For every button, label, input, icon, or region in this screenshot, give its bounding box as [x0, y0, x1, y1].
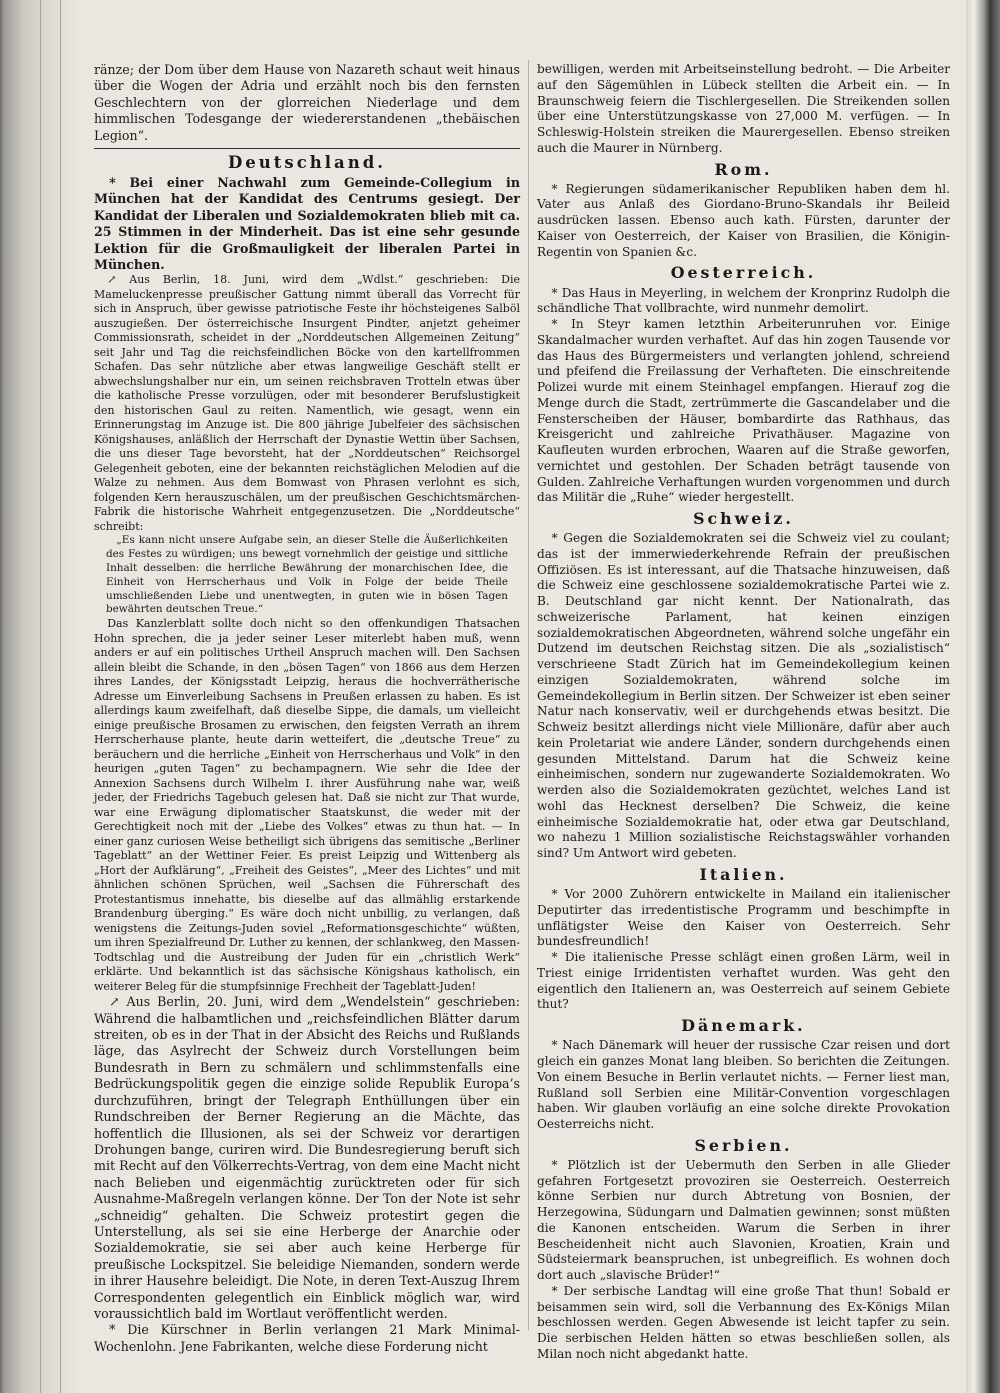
section-rule: [94, 148, 520, 149]
page-edge-shadow: [966, 0, 1000, 1393]
section-heading-schweiz: Schweiz.: [693, 509, 794, 529]
binding-edge-line: [40, 0, 41, 1393]
section-heading-serbien: Serbien.: [694, 1135, 793, 1155]
article-paragraph: * Bei einer Nachwahl zum Gemeinde-Collegium in München hat der Kandidat des Centrums gesiegt. Der Kandidat der Liberalen und Sozialdemokraten blieb mit ca. 25 Stimmen in der Minderheit. Das ist eine sehr gesunde Lektion für die Großmauligkeit der liberalen Partei in München.: [94, 175, 520, 273]
section-heading-oesterreich: Oesterreich.: [670, 263, 817, 283]
intro-text: bewilligen, werden mit Arbeitseinstellung bedroht. — Die Arbeiter auf den Sägemühlen in Lübeck stellten die Arbeit ein. — In Braunschweig feiern die Tischlergesellen. Die Streikenden sollen über eine Unterstützungskasse von 27,000 M. verfügen. — In Schleswig-Holstein streiken die Maurergesellen. Ebenso streiken auch die Maurer in Nürnberg.: [537, 62, 950, 155]
article-paragraph: * Vor 2000 Zuhörern entwickelte in Mailand ein italienischer Deputirter das irredentistische Programm und beschimpfte in unflätigster Weise den Kaiser von Oesterreich. Sehr bundesfreundlich!: [537, 887, 950, 949]
article-paragraph: * Gegen die Sozialdemokraten sei die Schweiz viel zu coulant; das ist der immerwiederkehrende Refrain der preußischen Offiziösen. Es ist interessant, auf die Thatsache hinzuweisen, daß die Schweiz eine geschlossene sozialdemokratische Partei wie z. B. Deutschland gar nicht kennt. Der Nationalrath, das schweizerische Parlament, hat keinen einzigen sozialdemokratischen Abgeordneten, während solche ungefähr ein Dutzend im deutschen Reichstag sitzen. Die als „sozialistisch“ verschrieene Stadt Zürich hat im Gemeindekollegium keinen einzigen Sozialdemokraten, während solche im Gemeindekollegium in Berlin sitzen. Der Schweizer ist eben seiner Natur nach konservativ, weil er durchgehends etwas besitzt. Die Schweiz besitzt allerdings nicht viele Millionäre, dafür aber auch kein Proletariat wie andere Länder, sondern durchgehends einen gesunden Mittelstand. Darum hat die Schweiz keine einheimischen, sondern nur zugewanderte Sozialdemokraten. Wo werden also die Sozialdemokraten gezüchtet, welches Land ist wohl das Hecknest derselben? Die Schweiz, die keine einheimische Sozialdemokratie hat, oder etwa gar Deutschland, wo nahezu 1 Million sozialistische Reichstagswähler vorhanden sind? Um Antwort wird gebeten.: [537, 531, 950, 861]
article-paragraph: Das Kanzlerblatt sollte doch nicht so den offenkundigen Thatsachen Hohn sprechen, die ja jeder seiner Leser miterlebt haben muß, wenn anders er auf ein politisches Urtheil Anspruch machen will. Den Sachsen allein bleibt die Schande, in den „bösen Tagen“ von 1866 aus dem Herzen ihres Landes, der Königsstadt Leipzig, heraus die hochverrätherische Adresse um Einverleibung Sachsens in Preußen erlassen zu haben. Es ist allerdings kaum zweifelhaft, daß dieselbe Sippe, die damals, um vielleicht einige preußische Brosamen zu erwischen, den feigsten Verrath an ihrem Herrscherhause plante, heute darin wetteifert, die „deutsche Treue“ zu beräuchern und die herrliche „Einheit von Herrscherhaus und Volk“ in den heurigen „guten Tagen“ zu bechampagnern. Wie sehr die Idee der Annexion Sachsens durch Wilhelm I. ihrer Ausführung nahe war, weiß jeder, der Friedrichs Tagebuch gelesen hat. Daß sie nicht zur That wurde, war eine Erwägung diplomatischer Staatskunst, die weder mit der Gerechtigkeit noch mit der „Liebe des Volkes“ etwas zu thun hat. — In einer ganz curiosen Weise betheiligt sich übrigens das semitische „Berliner Tageblatt“ an der Wettiner Feier. Es preist Leipzig und Wittenberg als „Hort der Aufklärung“, „Freiheit des Geistes“, „Meer des Lichtes“ und mit ähnlichen schönen Sprüchen, weil „Sachsen die Führerschaft des Protestantismus innehatte, bis dieselbe auf das allmählig erstarkende Brandenburg überging.“ Es wäre doch nicht unbillig, zu verlangen, daß wenigstens die Zeitungs-Juden soviel „Reformationsgeschichte“ wüßten, um ihren Spezialfreund Dr. Luther zu kennen, der schlankweg, den Massen-Todtschlag und die Austreibung der Juden für ein „christlich Werk“ erklärte. Und bekanntlich ist das sächsische Königshaus katholisch, ein weiterer Beleg für die stumpfsinnige Frechheit der Tageblatt-Juden!: [94, 617, 520, 993]
article-quote: „Es kann nicht unsere Aufgabe sein, an dieser Stelle die Äußerlichkeiten des Festes zu würdigen; uns bewegt vornehmlich der geistige und sittliche Inhalt desselben: die herrliche Bewährung der monarchischen Idee, die Einheit von Herrscherhaus und Volk in Folge der beide Theile umschließenden Liebe und unentwegten, in guten wie in bösen Tagen bewährten deutschen Treue.“: [106, 534, 508, 616]
section-heading-rom: Rom.: [714, 159, 773, 179]
column-gutter-rule: [528, 60, 529, 1330]
article-paragraph: * Nach Dänemark will heuer der russische Czar reisen und dort gleich ein ganzes Monat lang bleiben. So berichten die Zeitungen. Von einem Besuche in Berlin verlautet nichts. — Ferner liest man, Rußland soll Serbien eine Militär-Convention vorgeschlagen haben. Wir glauben vorläufig an eine solche direkte Provokation Oesterreichs nicht.: [537, 1038, 950, 1132]
section-heading-italien: Italien.: [699, 864, 788, 884]
left-column: [94, 62, 520, 1355]
article-paragraph: * Die Kürschner in Berlin verlangen 21 Mark Minimal-Wochenlohn. Jene Fabrikanten, welche diese Forderung nicht: [94, 1322, 520, 1354]
article-paragraph: * Regierungen südamerikanischer Republiken haben dem hl. Vater aus Anlaß des Giordano-Bruno-Skandals ihr Beileid ausdrücken lassen. Ebenso auch kath. Fürsten, darunter der Kaiser von Oesterreich, der Kaiser von Brasilien, die Königin-Regentin von Spanien &c.: [537, 181, 950, 259]
article-paragraph: ↗ Aus Berlin, 18. Juni, wird dem „Wdlst.“ geschrieben: Die Mameluckenpresse preußischer Gattung nimmt überall das Vorrecht für sich in Anspruch, über gewisse patriotische Feste ihr höchsteigenes Salböl auszugießen. Der österreichische Insurgent Pindter, anjetzt geheimer Commissionsrath, scheidet in der „Norddeutschen Allgemeinen Zeitung“ seit Jahr und Tag die reichsfeindlichen Böcke von den kartellfrommen Schafen. Das sehr nützliche aber etwas langweilige Geschäft stellt er abwechslungshalber nur ein, um seinen reichsbraven Trotteln etwas über die katholische Presse vorzulügen, oder mit besonderer Berufslustigkeit den historischen Gaul zu reiten. Namentlich, wie gesagt, wenn ein Erinnerungstag im Anzuge ist. Die 800 jährige Jubelfeier des sächsischen Königshauses, anläßlich der Herrschaft der Dynastie Wettin über Sachsen, die uns dieser Tage bevorsteht, hat der „Norddeutschen“ Reichsorgel Gelegenheit geboten, eine der bekannten reichstäglichen Melodien auf die Walze zu nehmen. Aus dem Bomwast von Phrasen verlohnt es sich, folgenden Kern herauszuschälen, um der preußischen Geschichtsmärchen-Fabrik die historische Wahrheit entgegenzusetzen. Die „Norddeutsche“ schreibt:: [94, 273, 520, 533]
article-paragraph: ↗ Aus Berlin, 20. Juni, wird dem „Wendelstein“ geschrieben: Während die halbamtlichen und „reichsfeindlichen Blätter darum streiten, ob es in der That in der Absicht des Reichs und Rußlands läge, das Asylrecht der Schweiz durch Vorstellungen beim Bundesrath in Bern zu schmälern und schlimmstenfalls eine Bedrückungspolitik gegen die einzige solide Republik Europa’s durchzuführen, bringt der Telegraph Enthüllungen über ein Rundschreiben der Berner Regierung an die Mächte, das hoffentlich die Illusionen, als sei der Schweiz vor derartigen Drohungen bange, curiren wird. Die Bundesregierung beruft sich mit Recht auf den Völkerrechts-Vertrag, von dem eine Macht nicht nach Belieben und eigenmächtig zurücktreten oder für sich Ausnahme-Maßregeln verlangen könne. Der Ton der Note ist sehr „schneidig“ gehalten. Die Schweiz protestirt gegen die Unterstellung, als sei sie eine Herberge der Anarchie oder Sozialdemokratie, sie sei aber auch keine Herberge für preußische Lockspitzel. Sie beleidige Niemanden, sondern werde in ihrer Hausehre beleidigt. Die Note, in deren Text-Auszug Ihrem Correspondenten gelegentlich ein Einblick möglich war, wird voraussichtlich bald im Wortlaut veröffentlicht werden.: [94, 994, 520, 1321]
article-paragraph: * Plötzlich ist der Uebermuth den Serben in alle Glieder gefahren Fortgesetzt provoziren sie Oesterreich. Oesterreich könne Serbien nur durch Abtretung von Bosnien, der Herzegowina, Südungarn und Dalmatien gewinnen; sonst müßten die Kanonen entscheiden. Warum die Serben in ihrer Bescheidenheit nicht auch Slavonien, Kroatien, Krain und Südsteiermark beanspruchen, ist unbegreiflich. Es wohnen doch dort auch „slavische Brüder!“: [537, 1157, 950, 1283]
section-heading-deutschland: Deutschland.: [228, 153, 386, 173]
article-paragraph: * In Steyr kamen letzthin Arbeiterunruhen vor. Einige Skandalmacher wurden verhaftet. Auf das hin zogen Tausende vor das Haus des Bürgermeisters und verlangten johlend, schreiend und pfeifend die Freilassung der Verhafteten. Die einschreitende Polizei wurde mit einem Steinhagel empfangen. Hierauf zog die Menge durch die Stadt, zertrümmerte die Gascandelaber und die Fensterscheiben der Häuser, bombardirte das Rathhaus, das Kreisgericht und zahlreiche Privathäuser. Magazine von Kaufleuten wurden erbrochen, Waaren auf die Straße geworfen, vernichtet und gestohlen. Der Schaden beträgt tausende von Gulden. Zahlreiche Verhaftungen wurden vorgenommen und durch das Militär die „Ruhe“ wieder hergestellt.: [537, 317, 950, 505]
article-paragraph: * Die italienische Presse schlägt einen großen Lärm, weil in Triest einige Irridentisten verhaftet wurden. Was geht den eigentlich den Italienern an, was Oesterreich auf seinem Gebiete thut?: [537, 950, 950, 1012]
section-heading-daenemark: Dänemark.: [681, 1016, 806, 1036]
article-paragraph: * Das Haus in Meyerling, in welchem der Kronprinz Rudolph die schändliche That vollbrachte, wird nunmehr demolirt.: [537, 285, 950, 316]
page-binding-shadow: [0, 0, 78, 1393]
intro-text: ränze; der Dom über dem Hause von Nazareth schaut weit hinaus über die Wogen der Adria und erzählt noch bis den fernsten Geschlechtern von der glorreichen Niederlage und dem himmlischen Todesgange der wiedererstandenen „thebäischen Legion“.: [94, 62, 520, 143]
article-paragraph: * Der serbische Landtag will eine große That thun! Sobald er beisammen sein wird, soll die Verbannung des Ex-Königs Milan beschlossen werden. Gegen Abwesende ist leicht tapfer zu sein. Die serbischen Helden hätten so etwas beschließen sollen, als Milan noch nicht abgedankt hatte.: [537, 1283, 950, 1361]
right-column: [537, 62, 950, 1363]
binding-edge-line: [60, 0, 61, 1393]
